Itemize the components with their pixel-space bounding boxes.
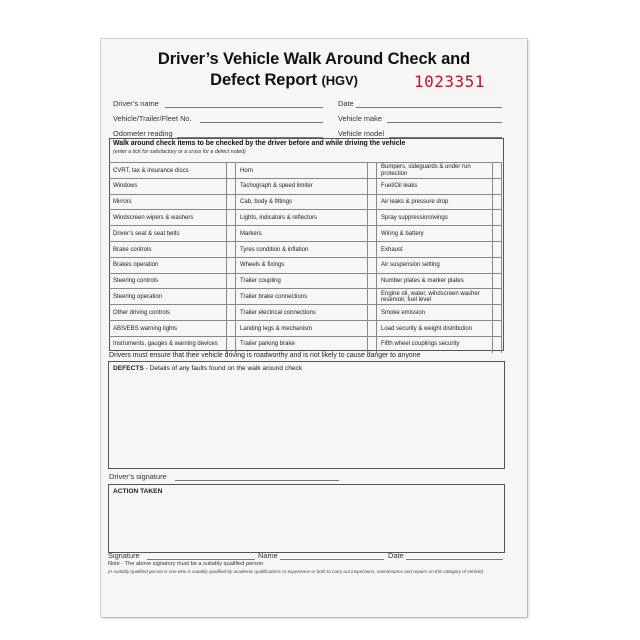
check-tick-box[interactable] [492, 289, 502, 305]
check-tick-box[interactable] [367, 226, 377, 242]
qualified-person-fine-print: (A suitably qualified person is one who is suitably qualified by academic qualifications or experience or both to carry out inspections, maintenance and repairs on this category of vehicle) [108, 569, 484, 574]
check-item-label: Tyres condition & inflation [240, 246, 309, 253]
check-item-label: Air leaks & pressure drop [381, 199, 449, 206]
check-item-label: Mirrors [113, 199, 132, 206]
check-item-label: Windows [113, 183, 138, 190]
check-tick-box[interactable] [492, 163, 502, 179]
check-tick-box[interactable] [367, 337, 377, 353]
check-item-label: Bumpers, sideguards & under run protection [381, 164, 471, 177]
vehicle-make-label: Vehicle make [338, 114, 382, 123]
name-line[interactable] [280, 559, 384, 560]
check-item-label: Landing legs & mechanism [240, 325, 313, 332]
footer-date-label: Date [388, 551, 404, 560]
check-item-label: Load security & weight distribution [381, 325, 473, 332]
drivers-name-label: Driver’s name [113, 99, 159, 108]
check-item-label: ABS/EBS warning lights [113, 325, 178, 332]
date-label: Date [338, 99, 354, 108]
checks-heading: Walk around check items to be checked by the driver before and while driving the vehicle [113, 140, 406, 147]
check-item-label: Brake controls [113, 246, 152, 253]
check-row [109, 162, 502, 179]
signature-label: Signature [108, 551, 140, 560]
form-title-defect-report: Defect Report [210, 71, 318, 89]
check-item-label: CVRT, tax & insurance discs [113, 167, 189, 174]
check-item-label: Horn [240, 167, 254, 174]
vehicle-make-line[interactable] [387, 122, 502, 123]
check-row [109, 178, 502, 195]
checks-subheading: (enter a tick for satisfactory or a cross for a defect noted) [113, 149, 246, 155]
check-tick-box[interactable] [492, 337, 502, 353]
check-item-label: Fuel/Oil leaks [381, 183, 418, 190]
check-item-label: Spray suppression/wings [381, 215, 448, 222]
check-tick-box[interactable] [492, 321, 502, 337]
check-tick-box[interactable] [492, 195, 502, 211]
drivers-name-line[interactable] [165, 107, 323, 108]
check-item-label: Exhaust [381, 246, 403, 253]
check-tick-box[interactable] [226, 163, 236, 179]
check-item-label: Engine oil, water, windscreen washer reservoir, fuel level [381, 290, 480, 304]
check-tick-box[interactable] [492, 242, 502, 258]
check-row [109, 320, 502, 337]
check-item-label: Number plates & marker plates [381, 278, 464, 285]
check-item-label: Wiring & battery [381, 230, 424, 237]
check-item-label: Instruments, gauges & warning devices [113, 341, 218, 348]
check-tick-box[interactable] [367, 179, 377, 195]
check-tick-box[interactable] [226, 210, 236, 226]
check-tick-box[interactable] [367, 210, 377, 226]
check-row [109, 209, 502, 226]
check-item-label: Air suspension setting [381, 262, 440, 269]
check-row [109, 336, 502, 353]
check-tick-box[interactable] [367, 163, 377, 179]
check-row [109, 257, 502, 274]
signatory-note: Note - The above signatory must be a suitably qualified person [108, 561, 264, 567]
check-item-label: Steering controls [113, 278, 159, 285]
form-title-line1: Driver’s Vehicle Walk Around Check and [157, 50, 471, 68]
check-item-label: Windscreen wipers & washers [113, 215, 194, 222]
check-item-label: Fifth wheel couplings security [381, 341, 460, 348]
check-item-label: Trailer electrical connections [240, 309, 316, 316]
signature-line[interactable] [147, 559, 255, 560]
action-taken-box[interactable] [108, 484, 505, 553]
odometer-label: Odometer reading [113, 129, 173, 138]
check-row [109, 194, 502, 211]
defects-heading [113, 365, 302, 372]
check-item-label: Tachograph & speed limiter [240, 183, 313, 190]
form-title-hgv: (HGV) [321, 73, 358, 88]
drivers-signature-line[interactable] [175, 480, 339, 481]
check-tick-box[interactable] [226, 258, 236, 274]
date-line[interactable] [356, 107, 502, 108]
check-tick-box[interactable] [226, 195, 236, 211]
footer-date-line[interactable] [406, 559, 503, 560]
check-tick-box[interactable] [226, 289, 236, 305]
check-row [109, 273, 502, 290]
check-tick-box[interactable] [367, 321, 377, 337]
check-tick-box[interactable] [367, 258, 377, 274]
check-tick-box[interactable] [492, 274, 502, 290]
check-tick-box[interactable] [492, 226, 502, 242]
check-tick-box[interactable] [367, 305, 377, 321]
action-taken-heading [113, 488, 162, 495]
check-row [109, 304, 502, 321]
vehicle-trailer-line[interactable] [200, 122, 323, 123]
check-item-label: Driver’s seat & seat belts [113, 230, 180, 237]
check-tick-box[interactable] [492, 305, 502, 321]
defects-description: - Details of any faults found on the walk around check [143, 365, 303, 372]
check-item-label: Cab, body & fittings [240, 199, 293, 206]
check-row [109, 241, 502, 258]
check-item-label: Brakes operation [113, 262, 159, 269]
check-item-label: Lights, indicators & reflectors [240, 215, 318, 222]
name-label: Name [258, 551, 278, 560]
defects-box[interactable] [108, 361, 505, 469]
check-tick-box[interactable] [492, 210, 502, 226]
check-tick-box[interactable] [367, 274, 377, 290]
defects-label: DEFECTS [113, 365, 144, 372]
check-row [109, 288, 502, 305]
check-item-label: Trailer parking brake [240, 341, 295, 348]
check-item-label: Markers [240, 230, 262, 237]
check-item-label: Wheels & fixings [240, 262, 285, 269]
check-tick-box[interactable] [226, 179, 236, 195]
check-tick-box[interactable] [492, 179, 502, 195]
check-tick-box[interactable] [367, 195, 377, 211]
check-item-label: Trailer brake connections [240, 294, 308, 301]
vehicle-trailer-label: Vehicle/Trailer/Fleet No. [113, 114, 192, 123]
check-tick-box[interactable] [367, 289, 377, 305]
defect-report-form [101, 39, 527, 617]
check-tick-box[interactable] [226, 226, 236, 242]
action-taken-label: ACTION TAKEN [113, 488, 163, 495]
check-tick-box[interactable] [226, 242, 236, 258]
check-tick-box[interactable] [492, 258, 502, 274]
check-item-label: Steering operation [113, 294, 163, 301]
serial-number: 1023351 [414, 72, 485, 91]
check-tick-box[interactable] [226, 274, 236, 290]
roadworthy-warning: Drivers must ensure that their vehicle driving is roadworthy and is not likely to cause danger to anyone [109, 352, 421, 359]
check-tick-box[interactable] [367, 242, 377, 258]
vehicle-model-label: Vehicle model [338, 129, 385, 138]
check-row [109, 225, 502, 242]
check-item-label: Trailer coupling [240, 278, 281, 285]
check-tick-box[interactable] [226, 305, 236, 321]
check-tick-box[interactable] [226, 337, 236, 353]
check-item-label: Smoke emission [381, 309, 426, 316]
drivers-signature-label: Driver’s signature [109, 472, 167, 481]
check-item-label: Other driving controls [113, 309, 171, 316]
check-tick-box[interactable] [226, 321, 236, 337]
